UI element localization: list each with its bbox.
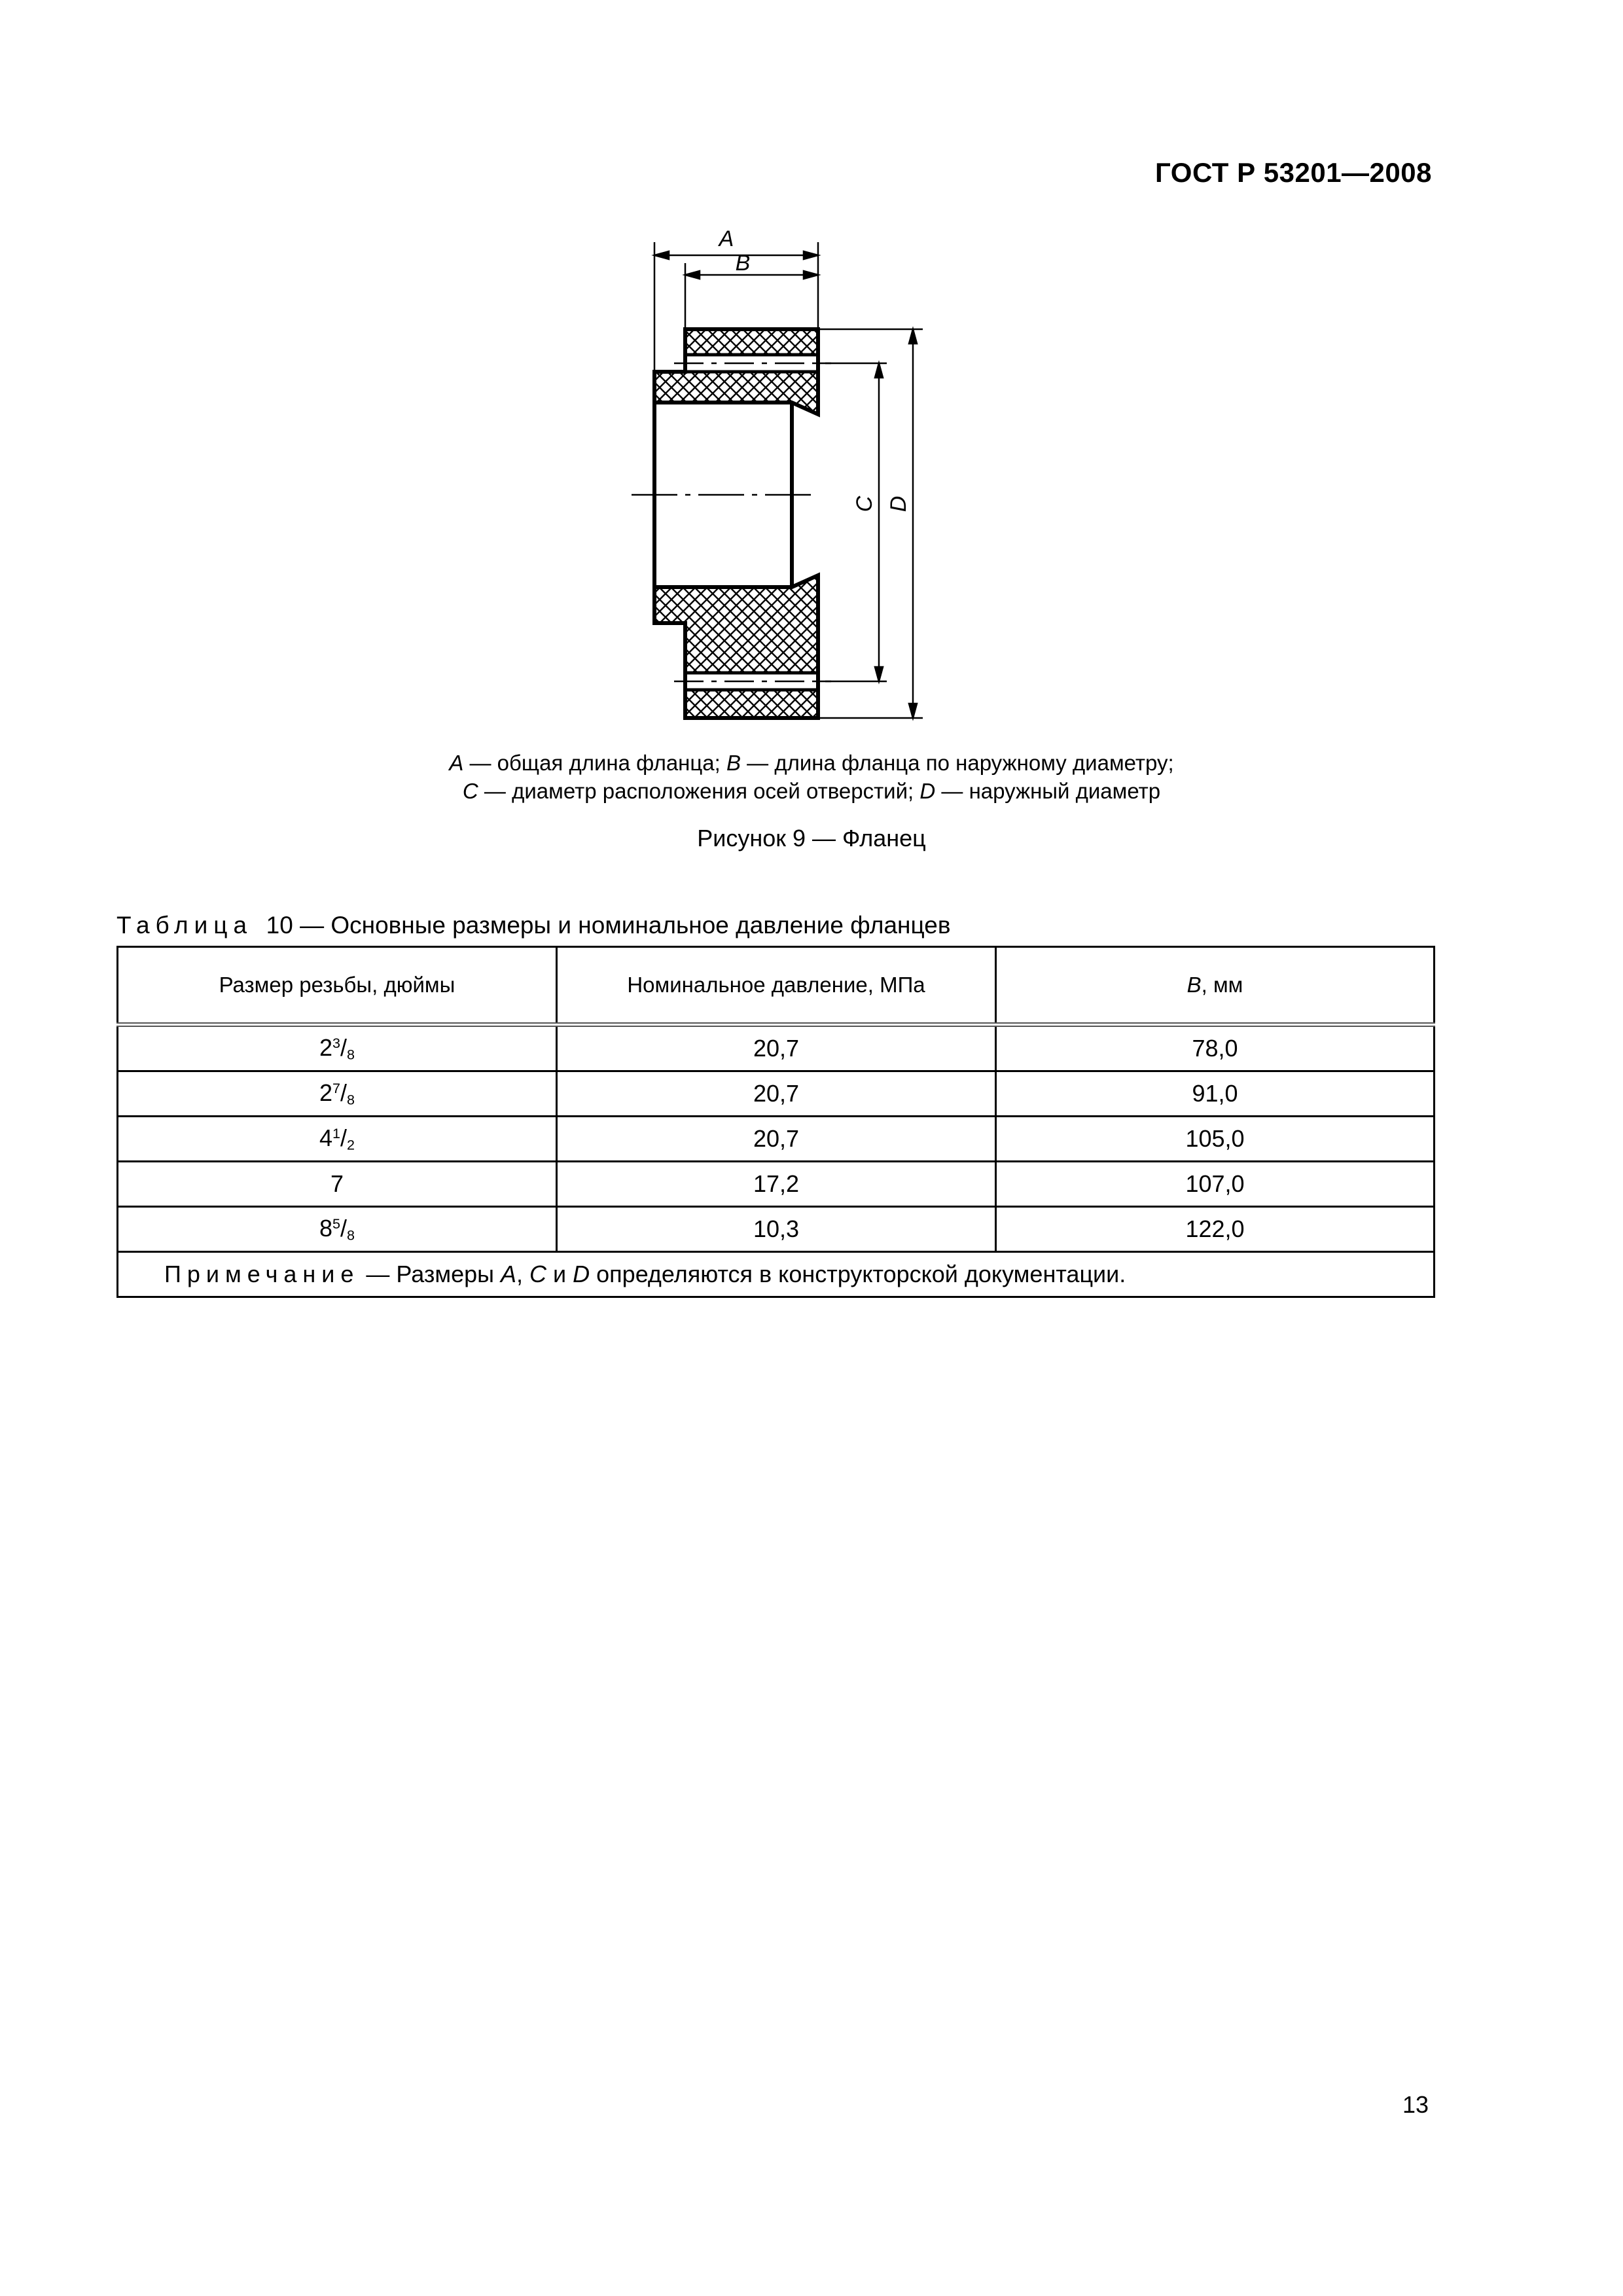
figure-legend-line-1: A — общая длина фланца; B — длина фланца по наружному диаметру;	[449, 751, 1174, 775]
dimension-label-a: A	[719, 226, 734, 251]
thread-size-cell: $8^5/_8$	[118, 1207, 557, 1252]
b-length-cell: 107,0	[996, 1162, 1435, 1207]
table-row	[118, 1025, 1435, 1071]
table-row	[118, 1117, 1435, 1162]
flange-drawing	[589, 223, 955, 733]
table-row	[118, 1071, 1435, 1117]
figure-title: Рисунок 9 — Фланец	[697, 825, 926, 852]
thread-size-cell: 7	[118, 1162, 557, 1207]
pressure-cell: 20,7	[557, 1117, 996, 1162]
dimensions-table	[116, 946, 1435, 1298]
dimension-label-c: C	[852, 495, 877, 512]
table-header-row	[118, 947, 1435, 1025]
pressure-cell: 20,7	[557, 1025, 996, 1071]
table-title	[116, 912, 951, 939]
standard-code: ГОСТ Р 53201—2008	[1155, 157, 1432, 188]
dimension-label-d: D	[886, 495, 911, 512]
pressure-cell: 20,7	[557, 1071, 996, 1117]
flange-lower-section	[654, 575, 818, 718]
b-length-cell: 78,0	[996, 1025, 1435, 1071]
table-row	[118, 1207, 1435, 1252]
pressure-cell: 10,3	[557, 1207, 996, 1252]
table-row	[118, 1162, 1435, 1207]
b-length-cell: 105,0	[996, 1117, 1435, 1162]
table-title-text: 10 — Основные размеры и номинальное давление фланцев	[266, 912, 951, 939]
page-number: 13	[1402, 2091, 1429, 2118]
header-thread-size: Размер резьбы, дюймы	[118, 947, 557, 1025]
dimension-label-b: B	[735, 251, 751, 276]
pressure-cell: 17,2	[557, 1162, 996, 1207]
header-nominal-pressure: Номинальное давление, МПа	[557, 947, 996, 1025]
thread-size-cell: $2^7/_8$	[118, 1071, 557, 1117]
table-title-word: Таблица	[116, 912, 253, 939]
thread-size-cell: $4^1/_2$	[118, 1117, 557, 1162]
table-note-row	[118, 1252, 1435, 1297]
b-length-cell: 91,0	[996, 1071, 1435, 1117]
figure-legend-line-2: C — диаметр расположения осей отверстий; D — наружный диаметр	[462, 779, 1161, 803]
thread-size-cell: $2^3/_8$	[118, 1025, 557, 1071]
header-b-length: B, мм	[996, 947, 1435, 1025]
table-note: Примечание — Размеры A, C и D определяются в конструкторской документации.	[118, 1252, 1435, 1297]
b-length-cell: 122,0	[996, 1207, 1435, 1252]
